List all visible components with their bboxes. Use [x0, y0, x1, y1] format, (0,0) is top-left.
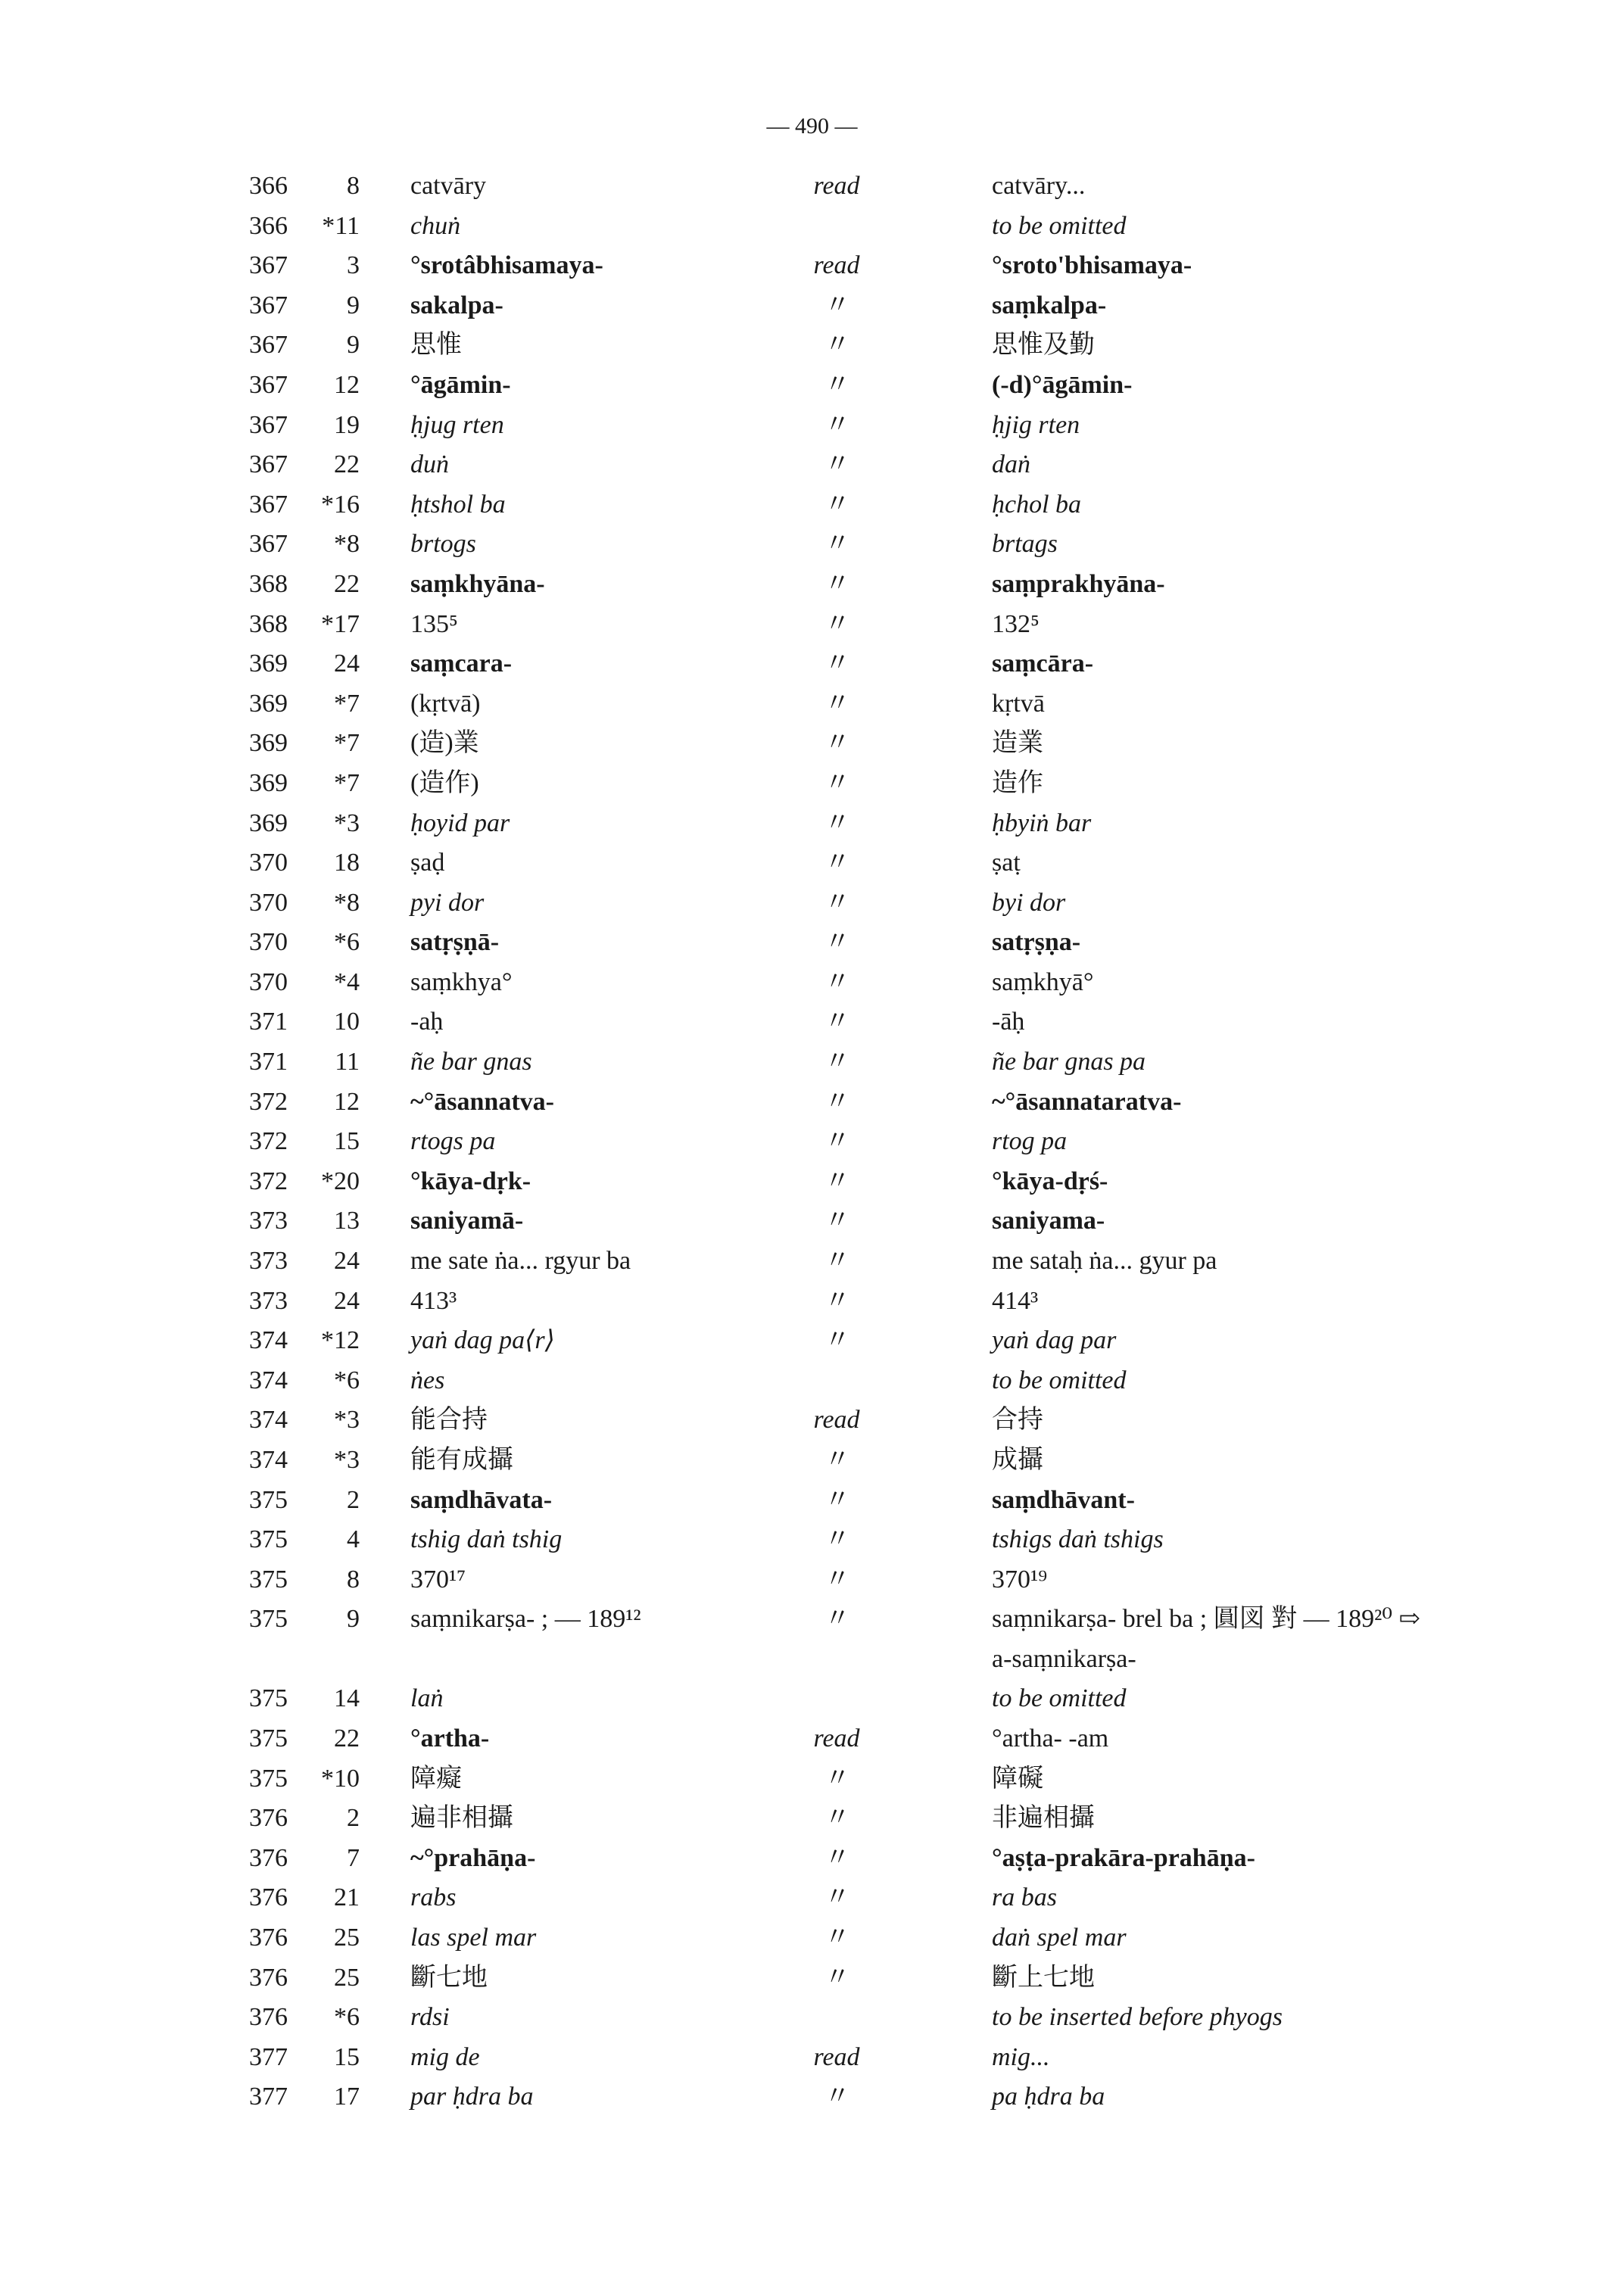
table-row [0, 1201, 1624, 1242]
line-ref: 9 [347, 291, 360, 319]
page-ref: 367 [249, 490, 288, 519]
line-ref: 8 [347, 172, 360, 200]
wrong-text: 135⁵ [410, 609, 458, 638]
line-ref: *4 [334, 967, 360, 996]
line-ref: 22 [334, 569, 360, 598]
line-ref: 24 [334, 1247, 360, 1276]
page-ref: 376 [249, 1883, 288, 1912]
page-ref: 373 [249, 1247, 288, 1276]
action-word: 〃 [824, 1326, 849, 1355]
table-row [0, 326, 1624, 366]
page-ref: 366 [249, 172, 288, 200]
wrong-text: ṣaḍ [410, 849, 445, 877]
table-row [0, 1719, 1624, 1759]
corrected-text: °sroto'bhisamaya- [992, 251, 1192, 280]
table-row [0, 1162, 1624, 1202]
page-ref: 368 [249, 569, 288, 598]
wrong-text: -aḥ [410, 1008, 444, 1036]
page-ref: 371 [249, 1048, 288, 1076]
table-row [0, 644, 1624, 684]
page-ref: 374 [249, 1406, 288, 1435]
wrong-text: me sate ṅa... rgyur ba [410, 1247, 631, 1276]
table-row [0, 684, 1624, 724]
corrected-text: 成攝 [992, 1446, 1043, 1474]
line-ref: *6 [334, 1366, 360, 1394]
page-ref: 375 [249, 1605, 288, 1634]
action-word: 〃 [824, 849, 849, 877]
table-row [0, 207, 1624, 247]
table-row [0, 565, 1624, 605]
table-row [0, 1918, 1624, 1958]
table-row [0, 1002, 1624, 1042]
action-word: 〃 [824, 928, 849, 957]
page-ref: 377 [249, 2042, 288, 2071]
table-row [0, 1042, 1624, 1083]
table-row [0, 1679, 1624, 1719]
corrected-text: tshigs daṅ tshigs [992, 1525, 1164, 1554]
wrong-text: 遍非相攝 [410, 1804, 513, 1833]
action-word: 〃 [824, 1843, 849, 1872]
page-number: — 490 — [766, 114, 858, 139]
corrected-text: ḥjig rten [992, 410, 1080, 439]
wrong-text: 能合持 [410, 1406, 488, 1435]
table-row [0, 366, 1624, 406]
corrected-text: saṃkalpa- [992, 291, 1107, 319]
wrong-text: °āgāmin- [410, 370, 511, 399]
page-ref: 367 [249, 251, 288, 280]
line-ref: 12 [334, 370, 360, 399]
action-word: 〃 [824, 1804, 849, 1833]
wrong-text: brtogs [410, 530, 476, 559]
action-word: 〃 [824, 1247, 849, 1276]
page-ref: 372 [249, 1127, 288, 1156]
action-word: 〃 [824, 450, 849, 479]
line-ref: 21 [334, 1883, 360, 1912]
action-word: 〃 [824, 1286, 849, 1315]
corrected-text: 造作 [992, 768, 1043, 797]
action-word: 〃 [824, 331, 849, 360]
wrong-text: rdsi [410, 2003, 450, 2032]
corrected-text: (-d)°āgāmin- [992, 370, 1133, 399]
line-ref: *10 [321, 1764, 360, 1793]
line-ref: 15 [334, 2042, 360, 2071]
wrong-text: las spel mar [410, 1923, 537, 1952]
line-ref: 2 [347, 1804, 360, 1833]
line-ref: *7 [334, 768, 360, 797]
action-word: 〃 [824, 1605, 849, 1634]
wrong-text: 障癡 [410, 1764, 462, 1793]
page-ref: 369 [249, 808, 288, 837]
wrong-text: 413³ [410, 1286, 457, 1315]
table-row [0, 1600, 1624, 1679]
wrong-text: saṃkhyāna- [410, 569, 545, 598]
wrong-text: ḥoyid par [410, 808, 510, 837]
wrong-text: rtogs pa [410, 1127, 496, 1156]
wrong-text: tshig daṅ tshig [410, 1525, 563, 1554]
wrong-text: °kāya-dṛk- [410, 1167, 531, 1195]
wrong-text: 斷七地 [410, 1963, 488, 1992]
corrected-text: kṛtvā [992, 689, 1045, 718]
wrong-text: par ḥdra ba [410, 2083, 534, 2111]
wrong-text: ḥjug rten [410, 410, 504, 439]
line-ref: *8 [334, 530, 360, 559]
table-row [0, 1560, 1624, 1600]
table-row [0, 1998, 1624, 2038]
corrected-text: mig... [992, 2042, 1050, 2071]
corrected-text: to be omitted [992, 211, 1127, 240]
line-ref: 19 [334, 410, 360, 439]
wrong-text: saṃnikarṣa- ; — 189¹² [410, 1605, 641, 1634]
wrong-text: ~°prahāṇa- [410, 1843, 536, 1872]
corrected-text: saṃkhyā° [992, 967, 1094, 996]
line-ref: *3 [334, 808, 360, 837]
page-ref: 366 [249, 211, 288, 240]
page-ref: 369 [249, 689, 288, 718]
page-ref: 372 [249, 1087, 288, 1116]
corrected-text: pa ḥdra ba [992, 2083, 1105, 2111]
action-word: 〃 [824, 1207, 849, 1235]
corrected-text: to be omitted [992, 1684, 1127, 1713]
corrected-text: 障礙 [992, 1764, 1043, 1793]
corrected-text: rtog pa [992, 1127, 1068, 1156]
action-word: 〃 [824, 1923, 849, 1952]
wrong-text: catvāry [410, 172, 487, 200]
line-ref: 12 [334, 1087, 360, 1116]
line-ref: 8 [347, 1565, 360, 1594]
action-word: 〃 [824, 967, 849, 996]
table-row [0, 406, 1624, 446]
table-row [0, 923, 1624, 963]
table-row [0, 843, 1624, 883]
action-word: 〃 [824, 888, 849, 917]
wrong-text: pyi dor [410, 888, 485, 917]
table-row [0, 1400, 1624, 1441]
corrected-text: saṃprakhyāna- [992, 569, 1165, 598]
corrected-text: to be inserted before phyogs [992, 2003, 1283, 2032]
action-word: 〃 [824, 729, 849, 758]
line-ref: 4 [347, 1525, 360, 1554]
page-ref: 376 [249, 1843, 288, 1872]
corrected-text: 非遍相攝 [992, 1804, 1095, 1833]
table-row [0, 525, 1624, 565]
corrected-text: saṃnikarṣa- brel ba ; 圓図 對 — 189²⁰ ⇨ a-saṃnikarṣa- [992, 1605, 1420, 1673]
table-row [0, 445, 1624, 485]
page-ref: 372 [249, 1167, 288, 1195]
page-ref: 377 [249, 2083, 288, 2111]
action-word: 〃 [824, 1525, 849, 1554]
page-ref: 376 [249, 2003, 288, 2032]
line-ref: 17 [334, 2083, 360, 2111]
wrong-text: °srotâbhisamaya- [410, 251, 603, 280]
page-ref: 370 [249, 967, 288, 996]
line-ref: 9 [347, 331, 360, 360]
wrong-text: 思惟 [410, 331, 462, 360]
table-row [0, 963, 1624, 1003]
table-row [0, 246, 1624, 286]
table-row [0, 1321, 1624, 1361]
corrected-text: 132⁵ [992, 609, 1040, 638]
line-ref: *20 [321, 1167, 360, 1195]
page-ref: 370 [249, 928, 288, 957]
line-ref: *7 [334, 729, 360, 758]
wrong-text: chuṅ [410, 211, 461, 240]
wrong-text: °artha- [410, 1724, 490, 1752]
page-ref: 367 [249, 410, 288, 439]
wrong-text: duṅ [410, 450, 449, 479]
action-word: 〃 [824, 1127, 849, 1156]
corrected-text: °aṣṭa-prakāra-prahāṇa- [992, 1843, 1255, 1872]
wrong-text: (kṛtvā) [410, 689, 481, 718]
table-row [0, 1839, 1624, 1879]
page-ref: 374 [249, 1326, 288, 1355]
action-word: 〃 [824, 689, 849, 718]
corrected-text: 斷上七地 [992, 1963, 1095, 1992]
table-row [0, 1799, 1624, 1839]
table-row [0, 1242, 1624, 1282]
corrected-text: °kāya-dṛś- [992, 1167, 1108, 1195]
page-ref: 367 [249, 370, 288, 399]
corrected-text: 合持 [992, 1406, 1043, 1435]
wrong-text: ~°āsannatva- [410, 1087, 554, 1116]
page-ref: 376 [249, 1923, 288, 1952]
corrected-text: ra bas [992, 1883, 1057, 1912]
table-row [0, 485, 1624, 525]
corrected-text: 思惟及勤 [992, 331, 1095, 360]
action-word: read [813, 1724, 860, 1752]
corrected-text: satṛṣṇa- [992, 928, 1081, 957]
corrected-text: ḥchol ba [992, 490, 1082, 519]
table-row [0, 286, 1624, 326]
table-row [0, 167, 1624, 207]
wrong-text: saṃdhāvata- [410, 1485, 553, 1514]
line-ref: 25 [334, 1923, 360, 1952]
action-word: 〃 [824, 490, 849, 519]
page-ref: 375 [249, 1565, 288, 1594]
errata-table [0, 167, 1624, 2117]
corrected-text: saṃcāra- [992, 650, 1094, 678]
table-row [0, 1441, 1624, 1481]
wrong-text: ñe bar gnas [410, 1048, 532, 1076]
line-ref: 13 [334, 1207, 360, 1235]
line-ref: *6 [334, 928, 360, 957]
corrected-text: to be omitted [992, 1366, 1127, 1394]
page-ref: 376 [249, 1963, 288, 1992]
corrected-text: ṣaṭ [992, 849, 1021, 877]
page-ref: 369 [249, 650, 288, 678]
action-word: 〃 [824, 1446, 849, 1474]
line-ref: 24 [334, 650, 360, 678]
page-ref: 375 [249, 1485, 288, 1514]
line-ref: *17 [321, 609, 360, 638]
corrected-text: daṅ [992, 450, 1030, 479]
corrected-text: 370¹⁹ [992, 1565, 1048, 1594]
page-ref: 371 [249, 1008, 288, 1036]
table-row [0, 1481, 1624, 1521]
table-row [0, 1958, 1624, 1999]
line-ref: *12 [321, 1326, 360, 1355]
page-ref: 373 [249, 1207, 288, 1235]
table-row [0, 1083, 1624, 1123]
line-ref: *11 [322, 211, 360, 240]
table-row [0, 1122, 1624, 1162]
corrected-text: saniyama- [992, 1207, 1105, 1235]
page-ref: 375 [249, 1764, 288, 1793]
action-word: 〃 [824, 1764, 849, 1793]
page-ref: 375 [249, 1724, 288, 1752]
action-word: 〃 [824, 1485, 849, 1514]
wrong-text: saṃkhya° [410, 967, 513, 996]
line-ref: 25 [334, 1963, 360, 1992]
action-word: 〃 [824, 650, 849, 678]
action-word: 〃 [824, 569, 849, 598]
action-word: 〃 [824, 1167, 849, 1195]
line-ref: 18 [334, 849, 360, 877]
table-row [0, 605, 1624, 645]
line-ref: 14 [334, 1684, 360, 1713]
wrong-text: ṅes [410, 1366, 445, 1394]
action-word: 〃 [824, 1087, 849, 1116]
wrong-text: (造)業 [410, 729, 479, 758]
wrong-text: 能有成攝 [410, 1446, 513, 1474]
line-ref: *3 [334, 1446, 360, 1474]
wrong-text: yaṅ dag pa⟨r⟩ [410, 1326, 555, 1355]
page-ref: 367 [249, 530, 288, 559]
corrected-text: 414³ [992, 1286, 1039, 1315]
table-row [0, 883, 1624, 924]
page-ref: 374 [249, 1446, 288, 1474]
wrong-text: (造作) [410, 768, 479, 797]
table-row [0, 804, 1624, 844]
wrong-text: laṅ [410, 1684, 444, 1713]
wrong-text: sakalpa- [410, 291, 503, 319]
wrong-text: rabs [410, 1883, 457, 1912]
corrected-text: byi dor [992, 888, 1066, 917]
page-ref: 375 [249, 1525, 288, 1554]
action-word: 〃 [824, 530, 849, 559]
action-word: 〃 [824, 1883, 849, 1912]
action-word: 〃 [824, 1008, 849, 1036]
corrected-text: saṃdhāvant- [992, 1485, 1135, 1514]
action-word: 〃 [824, 1565, 849, 1594]
wrong-text: satṛṣṇā- [410, 928, 500, 957]
action-word: read [813, 172, 860, 200]
line-ref: 7 [347, 1843, 360, 1872]
table-row [0, 1361, 1624, 1401]
page-ref: 370 [249, 888, 288, 917]
corrected-text: 造業 [992, 729, 1043, 758]
line-ref: *7 [334, 689, 360, 718]
line-ref: *16 [321, 490, 360, 519]
corrected-text: brtags [992, 530, 1058, 559]
corrected-text: ~°āsannataratva- [992, 1087, 1182, 1116]
action-word: 〃 [824, 370, 849, 399]
corrected-text: °artha- -am [992, 1724, 1109, 1752]
action-word: 〃 [824, 2083, 849, 2111]
action-word: read [813, 2042, 860, 2071]
page-ref: 367 [249, 450, 288, 479]
table-row [0, 1878, 1624, 1918]
table-row [0, 1759, 1624, 1799]
line-ref: 11 [335, 1048, 360, 1076]
wrong-text: mig de [410, 2042, 480, 2071]
page-ref: 374 [249, 1366, 288, 1394]
wrong-text: ḥtshol ba [410, 490, 506, 519]
line-ref: 22 [334, 1724, 360, 1752]
action-word: 〃 [824, 768, 849, 797]
line-ref: 2 [347, 1485, 360, 1514]
page-ref: 376 [249, 1804, 288, 1833]
wrong-text: saniyamā- [410, 1207, 524, 1235]
line-ref: 3 [347, 251, 360, 280]
line-ref: 22 [334, 450, 360, 479]
page-ref: 373 [249, 1286, 288, 1315]
corrected-text: catvāry... [992, 172, 1086, 200]
action-word: read [813, 251, 860, 280]
line-ref: *6 [334, 2003, 360, 2032]
table-row [0, 2077, 1624, 2117]
line-ref: *8 [334, 888, 360, 917]
line-ref: 9 [347, 1605, 360, 1634]
page-ref: 368 [249, 609, 288, 638]
corrected-text: me sataḥ ṅa... gyur pa [992, 1247, 1217, 1276]
table-row [0, 2038, 1624, 2078]
action-word: 〃 [824, 291, 849, 319]
corrected-text: daṅ spel mar [992, 1923, 1127, 1952]
page-ref: 370 [249, 849, 288, 877]
action-word: 〃 [824, 609, 849, 638]
table-row [0, 1282, 1624, 1322]
line-ref: 15 [334, 1127, 360, 1156]
page-ref: 369 [249, 729, 288, 758]
corrected-text: ḥbyiṅ bar [992, 808, 1092, 837]
page-ref: 375 [249, 1684, 288, 1713]
table-row [0, 764, 1624, 804]
line-ref: 24 [334, 1286, 360, 1315]
line-ref: 10 [334, 1008, 360, 1036]
action-word: 〃 [824, 1048, 849, 1076]
line-ref: *3 [334, 1406, 360, 1435]
corrected-text: yaṅ dag par [992, 1326, 1117, 1355]
action-word: read [813, 1406, 860, 1435]
action-word: 〃 [824, 808, 849, 837]
action-word: 〃 [824, 410, 849, 439]
page-ref: 369 [249, 768, 288, 797]
corrected-text: ñe bar gnas pa [992, 1048, 1146, 1076]
page-ref: 367 [249, 291, 288, 319]
wrong-text: 370¹⁷ [410, 1565, 466, 1594]
table-row [0, 724, 1624, 764]
corrected-text: -āḥ [992, 1008, 1025, 1036]
table-row [0, 1520, 1624, 1560]
page-ref: 367 [249, 331, 288, 360]
action-word: 〃 [824, 1963, 849, 1992]
wrong-text: saṃcara- [410, 650, 513, 678]
